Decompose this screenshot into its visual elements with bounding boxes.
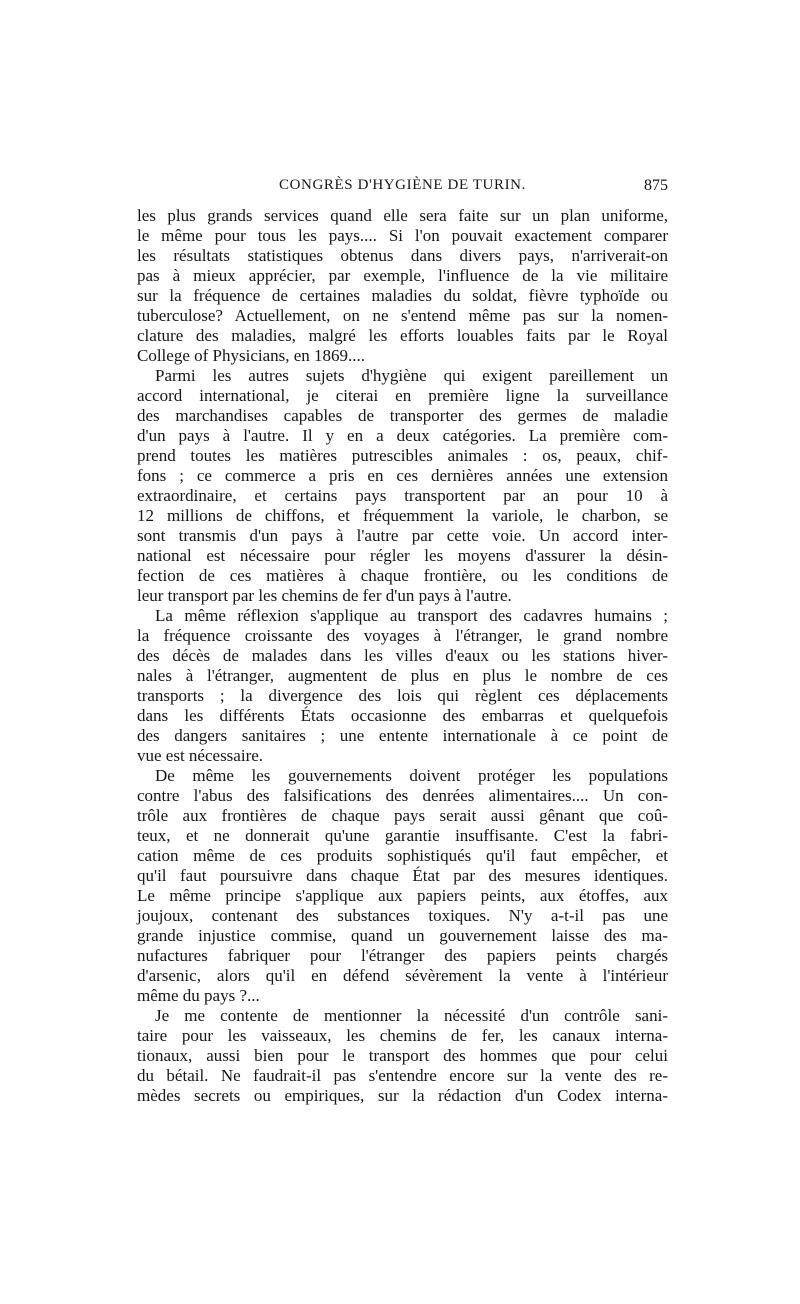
text-line: leur transport par les chemins de fer d'un pays à l'autre. <box>137 586 512 605</box>
running-header <box>137 177 668 201</box>
text-line: extraordinaire, et certains pays transportent par an pour 10 à <box>137 486 668 505</box>
text-line: cation même de ces produits sophistiqués qu'il faut empêcher, et <box>137 846 668 865</box>
text-line: d'un pays à l'autre. Il y en a deux catégories. La première com- <box>137 426 668 445</box>
text-line: nufactures fabriquer pour l'étranger des papiers peints chargés <box>137 946 668 965</box>
text-line: fection de ces matières à chaque frontière, ou les conditions de <box>137 566 668 585</box>
paragraph <box>137 206 668 366</box>
text-line: joujoux, contenant des substances toxiques. N'y a-t-il pas une <box>137 906 668 925</box>
text-line: fons ; ce commerce a pris en ces dernières années une extension <box>137 466 668 485</box>
text-line: mèdes secrets ou empiriques, sur la rédaction d'un Codex interna- <box>137 1086 668 1105</box>
paragraph <box>137 366 668 606</box>
text-line: qu'il faut poursuivre dans chaque État par des mesures identiques. <box>137 866 668 885</box>
text-line: des décès de malades dans les villes d'eaux ou les stations hiver- <box>137 646 668 665</box>
text-line: des dangers sanitaires ; une entente internationale à ce point de <box>137 726 668 745</box>
text-line: des marchandises capables de transporter des germes de maladie <box>137 406 668 425</box>
text-line: accord international, je citerai en première ligne la surveillance <box>137 386 668 405</box>
text-line: teux, et ne donnerait qu'une garantie insuffisante. C'est la fabri- <box>137 826 668 845</box>
text-line: la fréquence croissante des voyages à l'étranger, le grand nombre <box>137 626 668 645</box>
text-line: même du pays ?... <box>137 986 260 1005</box>
page-number: 875 <box>644 177 668 194</box>
text-line: du bétail. Ne faudrait-il pas s'entendre encore sur la vente des re- <box>137 1066 668 1085</box>
text-line: prend toutes les matières putrescibles animales : os, peaux, chif- <box>137 446 668 465</box>
text-line: trôle aux frontières de chaque pays serait aussi gênant que coû- <box>137 806 668 825</box>
text-line: tionaux, aussi bien pour le transport des hommes que pour celui <box>137 1046 668 1065</box>
text-line: vue est nécessaire. <box>137 746 264 765</box>
text-line: transports ; la divergence des lois qui règlent ces déplacements <box>137 686 668 705</box>
text-line: Parmi les autres sujets d'hygiène qui exigent pareillement un <box>155 366 668 385</box>
text-line: les plus grands services quand elle sera faite sur un plan uniforme, <box>137 206 668 225</box>
text-line: dans les différents États occasionne des embarras et quelquefois <box>137 706 668 725</box>
running-title: CONGRÈS D'HYGIÈNE DE TURIN. <box>279 177 526 193</box>
text-line: grande injustice commise, quand un gouvernement laisse des ma- <box>137 926 668 945</box>
text-line: Je me contente de mentionner la nécessité d'un contrôle sani- <box>155 1006 668 1025</box>
text-line: De même les gouvernements doivent protéger les populations <box>155 766 668 785</box>
text-line: Le même principe s'applique aux papiers peints, aux étoffes, aux <box>137 886 668 905</box>
text-line: national est nécessaire pour régler les moyens d'assurer la désin- <box>137 546 668 565</box>
paragraph <box>137 766 668 1006</box>
text-line: contre l'abus des falsifications des denrées alimentaires.... Un con- <box>137 786 668 805</box>
paragraph <box>137 1006 668 1106</box>
text-line: clature des maladies, malgré les efforts louables faits par le Royal <box>137 326 668 345</box>
text-line: sur la fréquence de certaines maladies du soldat, fièvre typhoïde ou <box>137 286 668 305</box>
text-line: les résultats statistiques obtenus dans divers pays, n'arriverait-on <box>137 246 668 265</box>
paragraph <box>137 606 668 766</box>
text-line: pas à mieux apprécier, par exemple, l'influence de la vie militaire <box>137 266 668 285</box>
text-line: d'arsenic, alors qu'il en défend sévèrement la vente à l'intérieur <box>137 966 668 985</box>
text-line: College of Physicians, en 1869.... <box>137 346 366 365</box>
text-line: 12 millions de chiffons, et fréquemment la variole, le charbon, se <box>137 506 668 525</box>
body-text <box>137 206 668 1106</box>
text-line: La même réflexion s'applique au transport des cadavres humains ; <box>155 606 668 625</box>
text-line: taire pour les vaisseaux, les chemins de fer, les canaux interna- <box>137 1026 668 1045</box>
text-line: nales à l'étranger, augmentent de plus en plus le nombre de ces <box>137 666 668 685</box>
text-line: tuberculose? Actuellement, on ne s'entend même pas sur la nomen- <box>137 306 668 325</box>
text-line: sont transmis d'un pays à l'autre par cette voie. Un accord inter- <box>137 526 668 545</box>
text-line: le même pour tous les pays.... Si l'on pouvait exactement comparer <box>137 226 668 245</box>
